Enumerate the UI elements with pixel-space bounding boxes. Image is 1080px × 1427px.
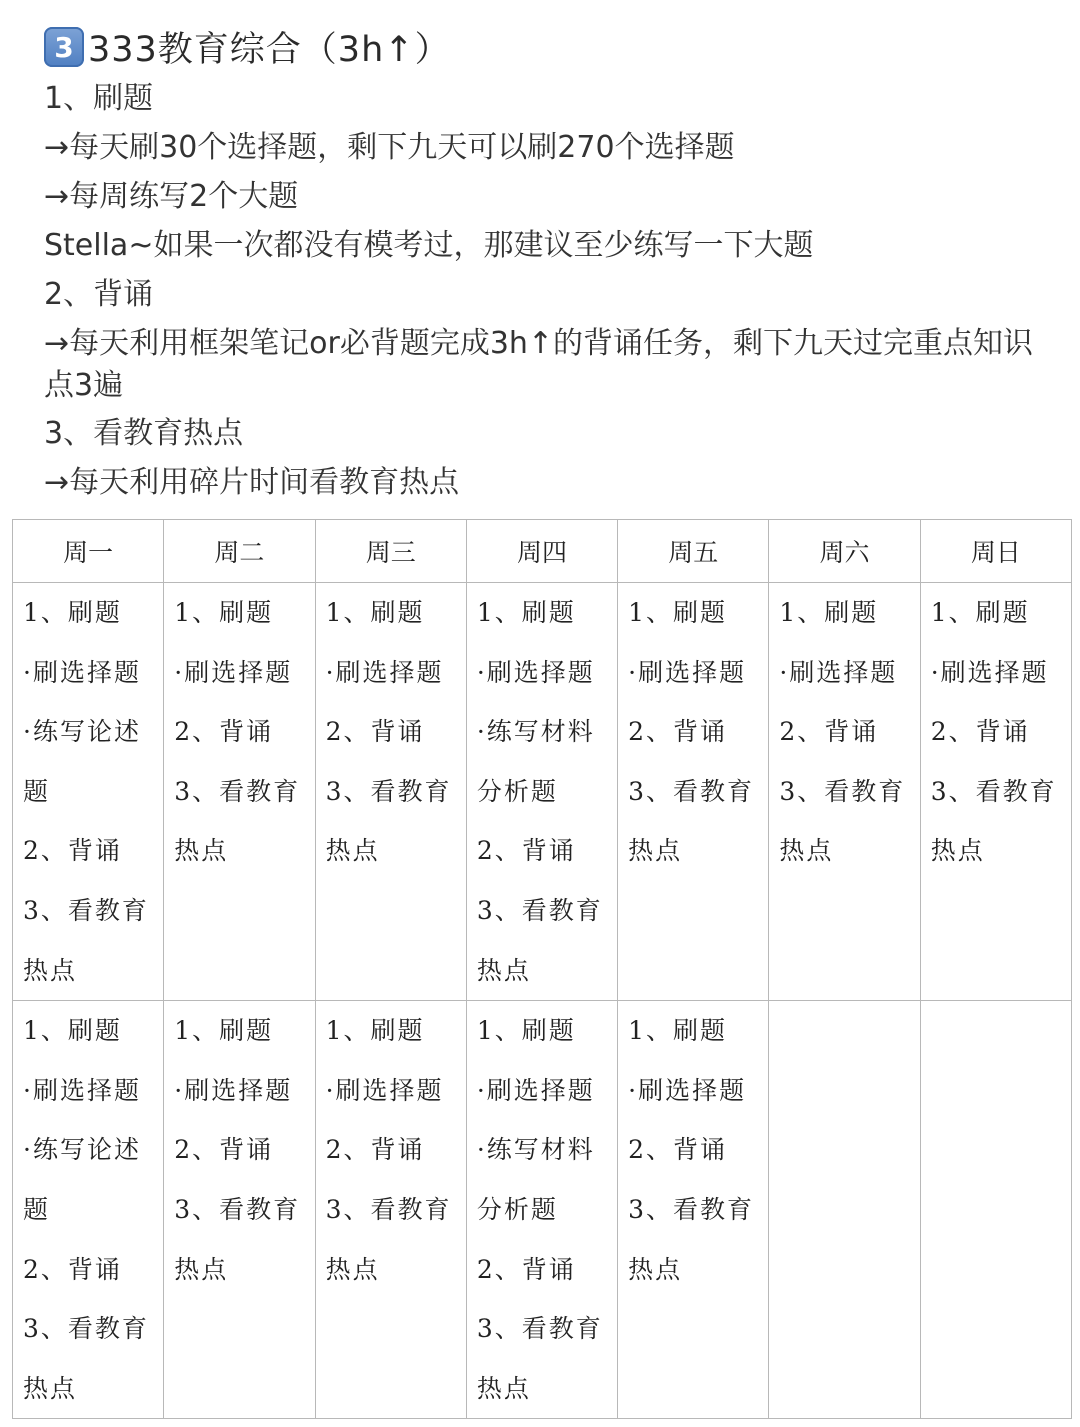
task-item: ·刷选择题 xyxy=(628,1075,747,1105)
note-line: 2、背诵 xyxy=(44,277,154,312)
day-cell xyxy=(164,583,315,1001)
study-notes xyxy=(44,22,1044,507)
day-cell xyxy=(769,1001,920,1419)
task-item: 2、背诵 xyxy=(930,717,1030,747)
task-item: ·刷选择题 xyxy=(325,657,444,687)
task-item: 3、看教育热点 xyxy=(325,1194,452,1284)
task-item: 2、背诵 xyxy=(628,717,728,747)
day-header: 周五 xyxy=(618,520,769,583)
day-cell xyxy=(315,1001,466,1419)
task-item: 2、背诵 xyxy=(325,1135,425,1165)
task-item: 3、看教育热点 xyxy=(23,895,149,985)
task-item: 3、看教育热点 xyxy=(476,1314,603,1403)
task-item: 1、刷题 xyxy=(23,1016,122,1046)
task-item: 1、刷题 xyxy=(23,598,122,627)
task-item: 3、看教育热点 xyxy=(325,776,452,866)
task-item: 2、背诵 xyxy=(779,717,879,747)
keycap-three-icon: 3 xyxy=(44,27,84,67)
task-item: 2、背诵 xyxy=(325,717,425,747)
task-item: 3、看教育热点 xyxy=(174,776,301,866)
task-item: ·刷选择题 xyxy=(779,657,898,687)
task-item: 1、刷题 xyxy=(174,1016,274,1046)
day-header: 周日 xyxy=(920,520,1071,583)
table-row xyxy=(13,1001,1072,1419)
task-item: ·刷选择题 xyxy=(476,1075,595,1105)
task-item: 1、刷题 xyxy=(476,1016,576,1046)
task-item: ·刷选择题 xyxy=(174,1075,293,1105)
note-line: Stella~如果一次都没有模考过，那建议至少练写一下大题 xyxy=(44,228,814,263)
task-item: 2、背诵 xyxy=(476,836,576,866)
task-item: 3、看教育热点 xyxy=(779,776,906,866)
task-item: 2、背诵 xyxy=(476,1254,576,1284)
day-cell xyxy=(315,583,466,1001)
task-item: 1、刷题 xyxy=(628,598,728,627)
task-item: 1、刷题 xyxy=(779,598,879,627)
day-cell xyxy=(920,1001,1071,1419)
task-item: 1、刷题 xyxy=(476,598,576,627)
day-header: 周四 xyxy=(466,520,617,583)
task-item: 2、背诵 xyxy=(174,1135,274,1165)
task-item: ·刷选择题 xyxy=(23,1075,141,1105)
task-item: 1、刷题 xyxy=(174,598,274,627)
section-title-row xyxy=(44,22,1044,72)
task-item: 3、看教育热点 xyxy=(930,776,1057,866)
task-item: ·刷选择题 xyxy=(23,657,141,687)
day-header: 周六 xyxy=(769,520,920,583)
task-item: 1、刷题 xyxy=(628,1016,728,1046)
task-item: 3、看教育热点 xyxy=(628,1194,755,1284)
task-item: ·刷选择题 xyxy=(628,657,747,687)
day-cell xyxy=(769,583,920,1001)
day-cell xyxy=(466,583,617,1001)
note-line: →每天利用框架笔记or必背题完成3h↑的背诵任务，剩下九天过完重点知识点3遍 xyxy=(44,326,1034,403)
task-item: 1、刷题 xyxy=(930,598,1030,627)
task-item: ·练写材料分析题 xyxy=(476,717,595,806)
day-header: 周三 xyxy=(315,520,466,583)
day-header: 周一 xyxy=(13,520,164,583)
note-line: →每天刷30个选择题，剩下九天可以刷270个选择题 xyxy=(44,130,735,165)
task-item: 3、看教育热点 xyxy=(476,895,603,985)
task-item: 3、看教育热点 xyxy=(174,1194,301,1284)
task-item: 2、背诵 xyxy=(174,717,274,747)
task-item: ·刷选择题 xyxy=(476,657,595,687)
weekly-plan-table xyxy=(12,519,1072,1419)
task-item: 3、看教育热点 xyxy=(23,1314,149,1403)
note-line: 1、刷题 xyxy=(44,81,154,116)
task-item: ·刷选择题 xyxy=(325,1075,444,1105)
task-item: 1、刷题 xyxy=(325,1016,425,1046)
section-title: 333教育综合（3h↑） xyxy=(88,30,451,70)
day-cell xyxy=(466,1001,617,1419)
task-item: ·刷选择题 xyxy=(930,657,1049,687)
task-item: ·刷选择题 xyxy=(174,657,293,687)
note-line: 3、看教育热点 xyxy=(44,416,244,451)
day-cell xyxy=(618,1001,769,1419)
note-line: →每天利用碎片时间看教育热点 xyxy=(44,465,460,500)
day-cell xyxy=(618,583,769,1001)
task-item: 3、看教育热点 xyxy=(628,776,755,866)
task-item: 1、刷题 xyxy=(325,598,425,627)
day-cell xyxy=(920,583,1071,1001)
task-item: 2、背诵 xyxy=(23,1254,122,1284)
day-cell xyxy=(13,1001,164,1419)
task-item: 2、背诵 xyxy=(23,836,122,866)
task-item: 2、背诵 xyxy=(628,1135,728,1165)
table-row xyxy=(13,583,1072,1001)
task-item: ·练写论述题 xyxy=(23,1135,141,1224)
day-cell xyxy=(13,583,164,1001)
table-header-row xyxy=(13,520,1072,583)
day-header: 周二 xyxy=(164,520,315,583)
task-item: ·练写论述题 xyxy=(23,717,141,806)
day-cell xyxy=(164,1001,315,1419)
note-line: →每周练写2个大题 xyxy=(44,179,299,214)
task-item: ·练写材料分析题 xyxy=(476,1135,595,1224)
